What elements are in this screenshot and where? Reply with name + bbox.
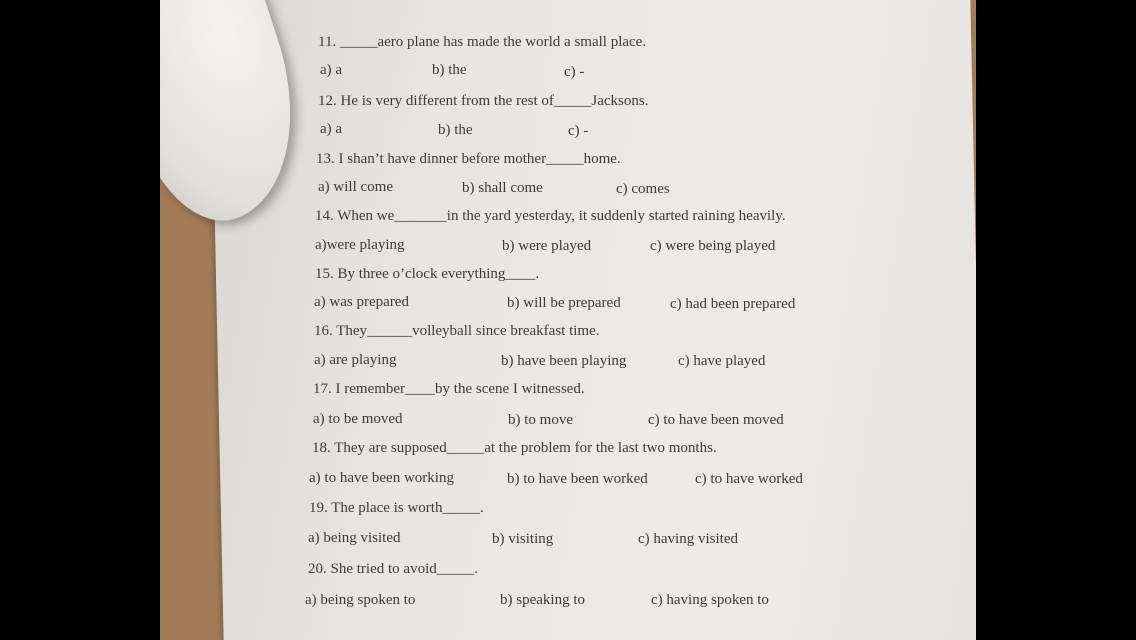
question-text-before: By three o’clock everything [337, 266, 506, 282]
answer-option-b: b) visiting [492, 531, 554, 547]
answer-blank: _____ [339, 34, 378, 50]
question-14 [315, 208, 786, 225]
answer-option-c: c) having spoken to [651, 592, 769, 608]
question-text-before: The place is worth [331, 500, 443, 516]
answer-option-b: b) speaking to [500, 592, 585, 608]
answer-option-b: b) to move [508, 412, 573, 428]
answer-blank: _____ [442, 500, 480, 516]
question-number: 20. [308, 561, 327, 577]
answer-option-c: c) to have been moved [648, 412, 784, 428]
question-text-after: . [479, 500, 484, 516]
question-text-after: . [474, 561, 478, 577]
question-number: 18. [312, 440, 331, 456]
answer-option-b: b) the [438, 122, 473, 138]
question-number: 13. [316, 151, 335, 167]
answer-option-b: b) to have been worked [507, 471, 648, 487]
answer-option-b: b) were played [502, 238, 592, 254]
answer-option-a: a) a [320, 121, 343, 137]
question-text-after: in the yard yesterday, it suddenly started raining heavily. [446, 208, 786, 224]
answer-option-a: a) being visited [308, 530, 401, 546]
question-11 [318, 34, 646, 51]
answer-option-b: b) shall come [462, 180, 543, 196]
question-text-before: She tried to avoid [330, 561, 437, 577]
answer-option-a: a) will come [318, 179, 393, 195]
answer-blank: _____ [446, 440, 485, 456]
question-text-after: Jacksons. [591, 93, 649, 109]
answer-blank: ____ [505, 266, 536, 282]
question-text-before: I remember [335, 381, 406, 397]
question-number: 14. [315, 208, 334, 224]
answer-option-a: a) to be moved [313, 411, 403, 427]
answer-blank: _______ [394, 208, 447, 224]
question-19 [309, 500, 484, 517]
answer-option-c: c) - [564, 64, 585, 80]
answer-blank: _____ [546, 151, 584, 167]
question-text-after: at the problem for the last two months. [484, 440, 717, 456]
answer-option-a: a) a [320, 62, 343, 78]
answer-option-c: c) comes [616, 181, 670, 197]
question-16 [314, 323, 600, 340]
answer-blank: _____ [553, 93, 592, 109]
answer-option-a: a) was prepared [314, 294, 409, 310]
question-number: 11. [318, 34, 337, 50]
answer-option-a: a) are playing [314, 352, 397, 368]
question-20 [308, 561, 478, 578]
question-number: 16. [314, 323, 333, 339]
question-text-after: aero plane has made the world a small place. [377, 34, 647, 50]
answer-option-a: a) to have been working [309, 470, 454, 486]
question-number: 12. [318, 93, 337, 109]
question-number: 19. [309, 500, 328, 516]
question-text-after: by the scene I witnessed. [435, 381, 585, 397]
answer-option-a: a)were playing [315, 237, 405, 253]
answer-option-a: a) being spoken to [305, 592, 416, 608]
question-number: 17. [313, 381, 332, 397]
answer-blank: ____ [405, 381, 436, 397]
answer-option-b: b) the [432, 62, 467, 78]
question-text-after: volleyball since breakfast time. [412, 323, 600, 339]
answer-option-c: c) having visited [638, 531, 738, 547]
answer-blank: _____ [436, 561, 475, 577]
question-text-before: I shan’t have dinner before mother [338, 151, 547, 167]
question-17 [313, 381, 585, 398]
question-text-before: He is very different from the rest of [340, 93, 554, 109]
question-15 [315, 266, 539, 283]
answer-option-b: b) have been playing [501, 353, 627, 369]
question-13 [316, 151, 621, 168]
worksheet-content [160, 0, 976, 640]
question-18 [312, 440, 717, 457]
question-12 [318, 93, 648, 110]
answer-blank: ______ [367, 323, 413, 339]
question-text-before: When we [337, 208, 395, 224]
answer-option-c: c) - [568, 123, 589, 139]
answer-option-c: c) have played [678, 353, 766, 369]
answer-option-c: c) were being played [650, 238, 776, 254]
answer-option-c: c) had been prepared [670, 296, 796, 312]
question-text-before: They are supposed [334, 440, 447, 456]
question-text-after: . [535, 266, 540, 282]
document-photo [160, 0, 976, 640]
question-text-before: They [336, 323, 368, 339]
question-number: 15. [315, 266, 334, 282]
question-text-after: home. [583, 151, 621, 167]
answer-option-b: b) will be prepared [507, 295, 621, 311]
answer-option-c: c) to have worked [695, 471, 803, 487]
